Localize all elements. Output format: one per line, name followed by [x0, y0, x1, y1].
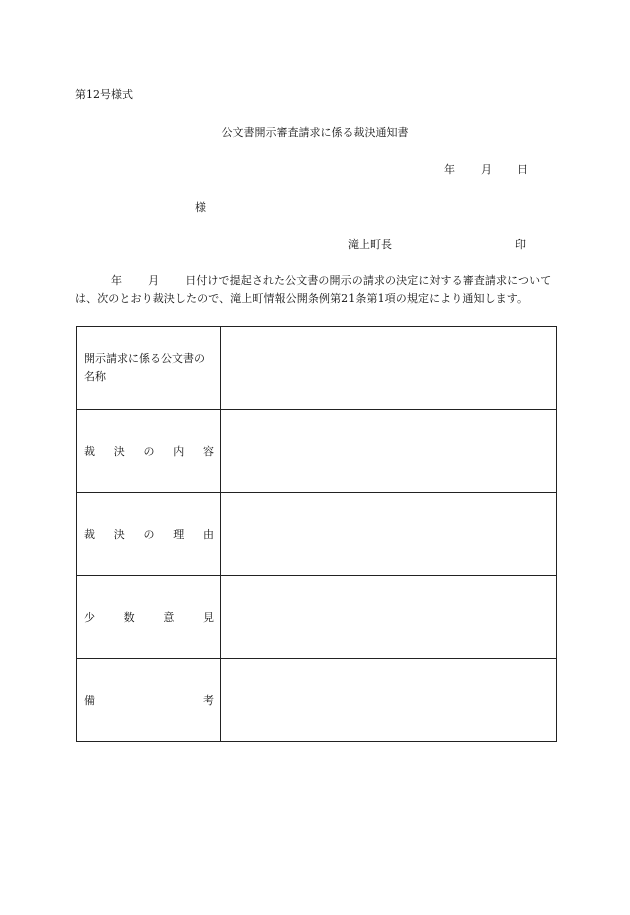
decision-details-table	[76, 326, 557, 742]
row-label-spread-text	[84, 692, 214, 708]
label-character: 決	[113, 528, 125, 541]
row-label-spread-text	[84, 526, 214, 542]
row-label-decision-reason	[77, 493, 221, 576]
row-label-remarks	[77, 659, 221, 742]
row-label-decision-content	[77, 410, 221, 493]
label-character: 見	[202, 611, 214, 624]
row-label-document-name	[77, 327, 221, 410]
table-row-decision-reason	[77, 493, 557, 576]
issuer-seal-mark: 印	[515, 238, 526, 251]
row-value-minority-opinion	[221, 576, 557, 659]
row-label-spread-text	[84, 609, 214, 625]
body-paragraph: 日付けで提起された公文書の開示の請求の決定に対する審査請求については、次のとおり裁決したので、滝上町情報公開条例第21条第1項の規定により通知します。	[75, 274, 552, 305]
label-character: 容	[203, 445, 214, 458]
label-character: 数	[123, 611, 135, 624]
date-year-label: 年	[444, 163, 455, 176]
body-year-label: 年	[111, 274, 123, 287]
table-row-minority-opinion	[77, 576, 557, 659]
date-month-label: 月	[481, 163, 492, 176]
label-character: 考	[203, 694, 214, 707]
label-character: 由	[203, 528, 214, 541]
label-character: 裁	[84, 445, 95, 458]
notice-body-text	[75, 272, 557, 308]
label-character: 備	[84, 694, 95, 707]
label-character: 裁	[84, 528, 95, 541]
row-value-remarks	[221, 659, 557, 742]
label-character: 少	[84, 611, 95, 624]
row-value-decision-reason	[221, 493, 557, 576]
label-character: 決	[113, 445, 125, 458]
row-label-spread-text	[84, 443, 214, 459]
table-row-decision-content	[77, 410, 557, 493]
label-character: 理	[173, 528, 185, 541]
form-number: 第12号様式	[75, 88, 133, 101]
document-title: 公文書開示審査請求に係る裁決通知書	[221, 126, 409, 139]
label-character: 内	[173, 445, 185, 458]
table-row-document-name	[77, 327, 557, 410]
row-value-decision-content	[221, 410, 557, 493]
label-character: の	[143, 445, 155, 458]
table-row-remarks	[77, 659, 557, 742]
date-day-label: 日	[517, 163, 528, 176]
label-character: の	[143, 528, 155, 541]
label-character: 意	[163, 611, 175, 624]
issuer-name: 滝上町長	[348, 238, 392, 251]
addressee-honorific: 様	[195, 201, 206, 214]
row-label-text: 開示請求に係る公文書の名称	[84, 352, 205, 383]
body-month-label: 月	[148, 274, 160, 287]
row-label-minority-opinion	[77, 576, 221, 659]
row-value-document-name	[221, 327, 557, 410]
